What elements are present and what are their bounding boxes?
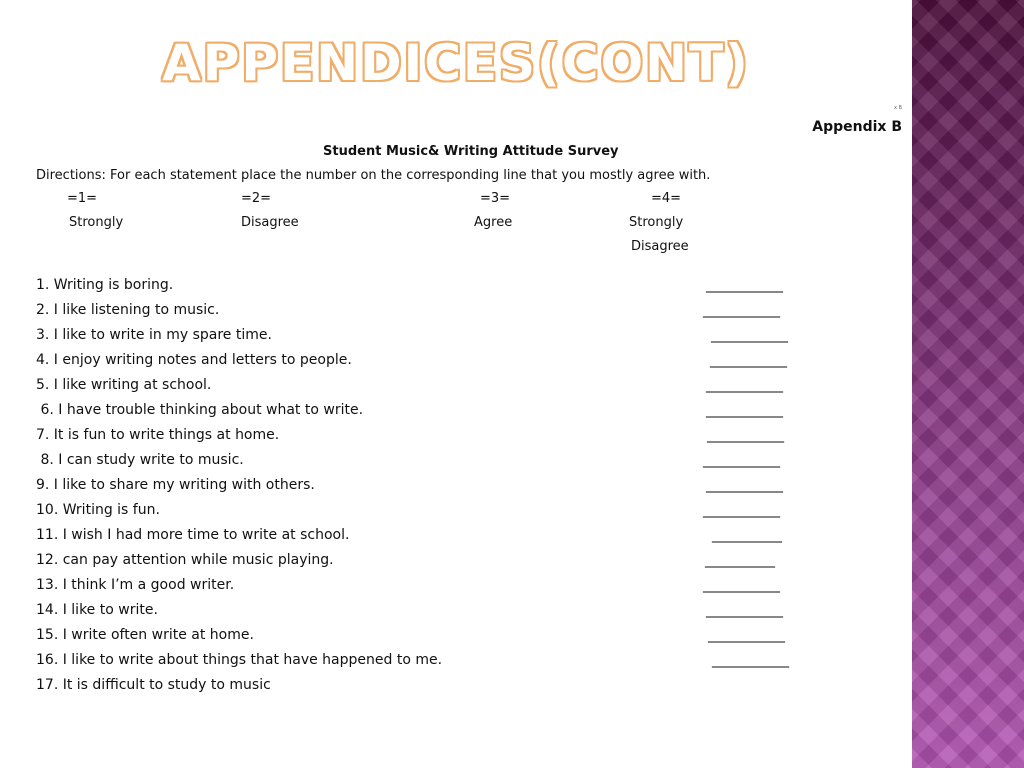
survey-directions: Directions: For each statement place the number on the corresponding line that you mostly agree with. bbox=[36, 168, 711, 183]
answer-line-16[interactable]: ___________ bbox=[712, 652, 789, 668]
scale-number-2: =2= bbox=[241, 191, 272, 206]
answer-line-14[interactable]: ___________ bbox=[706, 602, 783, 618]
appendix-label: Appendix B bbox=[812, 119, 902, 135]
scale-number-3: =3= bbox=[480, 191, 511, 206]
statement-8: 8. I can study write to music. bbox=[36, 452, 244, 468]
scale-number-1: =1= bbox=[67, 191, 98, 206]
scale-label-2: Disagree bbox=[241, 215, 299, 230]
answer-line-12[interactable]: __________ bbox=[705, 552, 775, 568]
statement-11: 11. I wish I had more time to write at school. bbox=[36, 527, 350, 543]
answer-line-9[interactable]: ___________ bbox=[706, 477, 783, 493]
tiny-mark: x B bbox=[894, 105, 902, 111]
statement-12: 12. can pay attention while music playing. bbox=[36, 552, 334, 568]
answer-line-10[interactable]: ___________ bbox=[703, 502, 780, 518]
scale-label-3: Agree bbox=[474, 215, 513, 230]
decorative-side-band bbox=[912, 0, 1024, 768]
answer-line-15[interactable]: ___________ bbox=[708, 627, 785, 643]
statement-1: 1. Writing is boring. bbox=[36, 277, 174, 293]
survey-title: Student Music& Writing Attitude Survey bbox=[323, 144, 619, 159]
statement-15: 15. I write often write at home. bbox=[36, 627, 254, 643]
statement-16: 16. I like to write about things that have happened to me. bbox=[36, 652, 443, 668]
scale-label-4: Strongly bbox=[629, 215, 684, 230]
statement-14: 14. I like to write. bbox=[36, 602, 158, 618]
statement-4: 4. I enjoy writing notes and letters to people. bbox=[36, 352, 352, 368]
scale-label-4-cont: Disagree bbox=[631, 239, 689, 254]
answer-line-4[interactable]: ___________ bbox=[710, 352, 787, 368]
answer-line-13[interactable]: ___________ bbox=[703, 577, 780, 593]
statement-6: 6. I have trouble thinking about what to write. bbox=[36, 402, 364, 418]
statement-3: 3. I like to write in my spare time. bbox=[36, 327, 272, 343]
scale-number-4: =4= bbox=[651, 191, 682, 206]
statement-2: 2. I like listening to music. bbox=[36, 302, 220, 318]
answer-line-7[interactable]: ___________ bbox=[707, 427, 784, 443]
answer-line-11[interactable]: __________ bbox=[712, 527, 782, 543]
answer-line-8[interactable]: ___________ bbox=[703, 452, 780, 468]
statement-10: 10. Writing is fun. bbox=[36, 502, 160, 518]
answer-line-5[interactable]: ___________ bbox=[706, 377, 783, 393]
slide-title: APPENDICES(CONT) bbox=[162, 34, 750, 92]
statement-13: 13. I think I’m a good writer. bbox=[36, 577, 235, 593]
statement-17: 17. It is difficult to study to music bbox=[36, 677, 271, 693]
answer-line-6[interactable]: ___________ bbox=[706, 402, 783, 418]
statement-7: 7. It is fun to write things at home. bbox=[36, 427, 280, 443]
answer-line-3[interactable]: ___________ bbox=[711, 327, 788, 343]
statement-9: 9. I like to share my writing with others. bbox=[36, 477, 315, 493]
scale-label-1: Strongly bbox=[69, 215, 124, 230]
statement-5: 5. I like writing at school. bbox=[36, 377, 212, 393]
answer-line-2[interactable]: ___________ bbox=[703, 302, 780, 318]
answer-line-1[interactable]: ___________ bbox=[706, 277, 783, 293]
